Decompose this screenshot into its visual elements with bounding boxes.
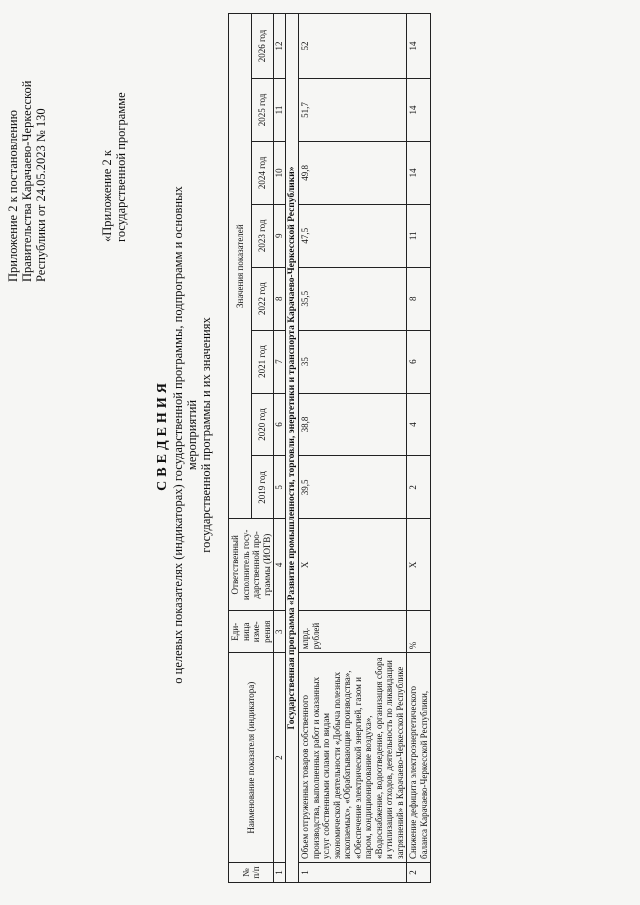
column-number-row <box>274 14 286 883</box>
indicator-value: 14 <box>407 14 431 79</box>
year-header: 2024 год <box>251 141 274 204</box>
indicator-value: 8 <box>407 267 431 330</box>
indicator-value: 4 <box>407 393 431 456</box>
indicator-responsible: X <box>407 519 431 611</box>
year-header: 2025 год <box>251 79 274 142</box>
year-header: 2022 год <box>251 267 274 330</box>
year-header: 2021 год <box>251 330 274 393</box>
header-values: Значения показателей <box>229 14 252 519</box>
indicator-value: 14 <box>407 141 431 204</box>
indicator-value: 38,8 <box>299 393 407 456</box>
year-header: 2023 год <box>251 204 274 267</box>
column-number: 10 <box>274 141 286 204</box>
header-line: Приложение 2 к постановлению <box>6 110 20 282</box>
indicator-value: 35 <box>299 330 407 393</box>
indicator-value: 6 <box>407 330 431 393</box>
column-number: 2 <box>274 653 286 863</box>
column-number: 4 <box>274 519 286 611</box>
indicator-unit: млрд. рублей <box>299 611 407 653</box>
header-unit: Еди- ница изме- рения <box>229 611 274 653</box>
year-header: 2019 год <box>251 456 274 519</box>
column-number: 12 <box>274 14 286 79</box>
indicator-responsible: X <box>299 519 407 611</box>
title-subtitle: государственной программы и их значениях <box>199 317 213 553</box>
year-header: 2026 год <box>251 14 274 79</box>
table-row <box>407 14 431 883</box>
column-number: 5 <box>274 456 286 519</box>
indicator-value: 47,5 <box>299 204 407 267</box>
header-line: Правительства Карачаево-Черкесской <box>20 80 34 282</box>
indicator-value: 35,5 <box>299 267 407 330</box>
appendix-line: «Приложение 2 к <box>100 150 114 242</box>
row-number: 2 <box>407 863 431 883</box>
indicators-table <box>228 13 431 883</box>
header-name: Наименование показателя (индикатора) <box>229 653 274 863</box>
header-responsible: Ответственный исполнитель госу- дарственной про- граммы (ИОГВ) <box>229 519 274 611</box>
row-number: 1 <box>299 863 407 883</box>
indicator-unit: % <box>407 611 431 653</box>
title-main: СВЕДЕНИЯ <box>155 379 170 491</box>
indicator-name: Объем отгруженных товаров собственного производства, выполненных работ и оказанных услуг собственными силами по видам экономической деятельности «Добыча полезных ископаемых», «Обрабатывающие производства», «Обеспечение электрической энергией, газом и паром, кондиционирование воздуха», «Водоснабжение, водоотведение, организация сбора и утилизации отходов, деятельность по ликвидации загрязнений» в Карачаево-Черкесской Республике <box>299 653 407 863</box>
column-number: 1 <box>274 863 286 883</box>
resolution-header <box>6 12 48 282</box>
indicator-value: 2 <box>407 456 431 519</box>
indicator-value: 49,8 <box>299 141 407 204</box>
column-number: 7 <box>274 330 286 393</box>
column-number: 6 <box>274 393 286 456</box>
document-title <box>155 165 213 705</box>
indicator-value: 39,5 <box>299 456 407 519</box>
column-number: 3 <box>274 611 286 653</box>
indicator-value: 51,7 <box>299 79 407 142</box>
column-number: 11 <box>274 79 286 142</box>
appendix-header <box>100 12 128 242</box>
indicator-value: 11 <box>407 204 431 267</box>
header-num: № п/п <box>229 863 274 883</box>
column-number: 9 <box>274 204 286 267</box>
table-row <box>299 14 407 883</box>
indicator-name: Снижение дефицита электроэнергетического баланса Карачаево-Черкесской Республики, <box>407 653 431 863</box>
column-number: 8 <box>274 267 286 330</box>
indicator-value: 14 <box>407 79 431 142</box>
title-subtitle: о целевых показателях (индикаторах) государственной программы, подпрограмм и основных мероприятий <box>171 186 199 684</box>
indicator-value: 52 <box>299 14 407 79</box>
year-header: 2020 год <box>251 393 274 456</box>
header-line: Республики от 24.05.2023 № 130 <box>34 108 48 282</box>
program-title-row: Государственная программа «Развитие промышленности, торговли, энергетики и транспорта Карачаево-Черкесской Республики» <box>285 14 299 883</box>
appendix-line: государственной программе <box>114 92 128 242</box>
